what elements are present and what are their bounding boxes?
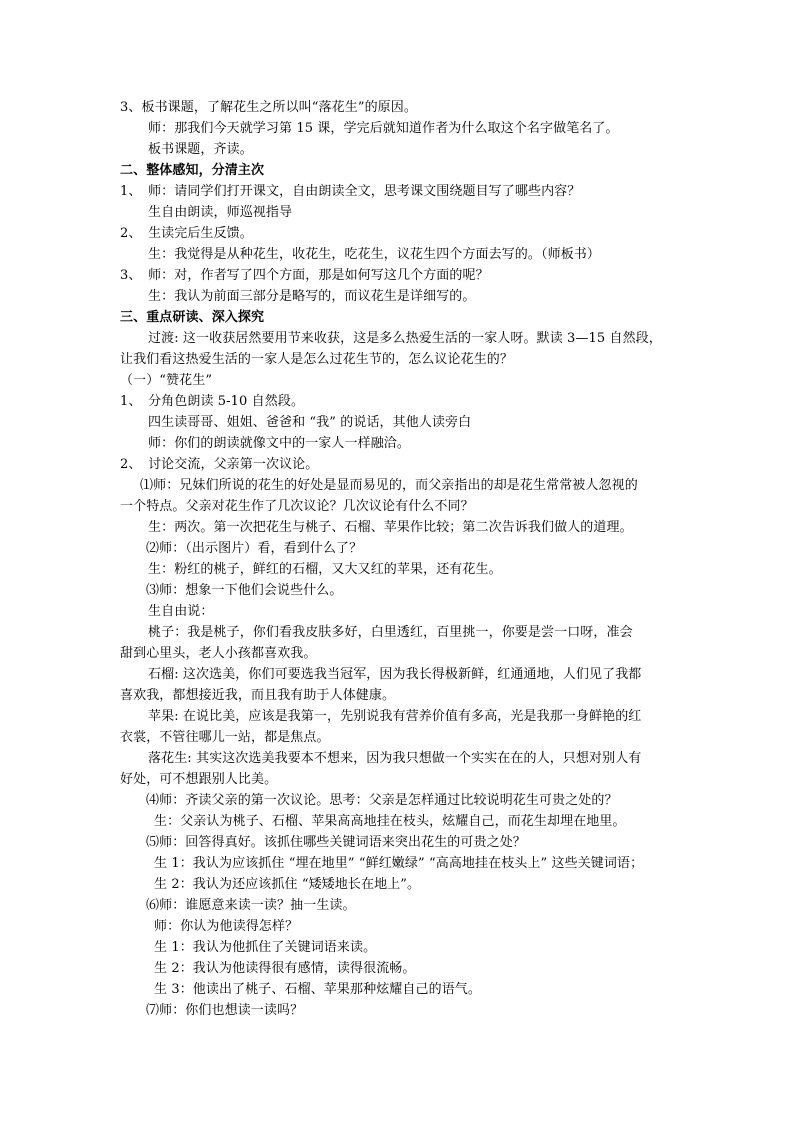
text-line: 四生读哥哥、姐姐、爸爸和 “我” 的说话，其他人读旁白 (148, 415, 472, 430)
text-line: 过渡: 这一收获居然要用节来收获，这是多么热爱生活的一家人呀。默读 3—15 自然段， (148, 331, 662, 346)
text-line: 3、板书课题，了解花生之所以叫“落花生”的原因。 (120, 100, 417, 115)
text-line: 甜到心里头，老人小孩都喜欢我。 (120, 646, 317, 661)
text-line: 生：父亲认为桃子、石榴、苹果高高地挂在枝头，炫耀自己，而花生却埋在地里。 (154, 814, 626, 829)
section-heading: 二、整体感知，分清主次 (120, 163, 265, 178)
subsection-heading: （一）“赞花生” (120, 373, 213, 388)
text-line: 苹果: 在说比美，应该是我第一，先别说我有营养价值有多高，光是我那一身鲜艳的红 (148, 709, 642, 724)
text-line: 衣裳，不管往哪儿一站，都是焦点。 (120, 730, 330, 745)
text-line: 喜欢我，都想接近我，而且我有助于人体健康。 (120, 688, 396, 703)
text-line: 生：两次。第一次把花生与桃子、石榴、苹果作比较；第二次告诉我们做人的道理。 (148, 520, 633, 535)
text-line: 生 3：他读出了桃子、石榴、苹果那种炫耀自己的语气。 (154, 982, 482, 997)
text-line: 1、 分角色朗读 5-10 自然段。 (120, 394, 305, 409)
text-line: 1、 师：请同学们打开课文，自由朗读全文，思考课文围绕题目写了哪些内容？ (120, 184, 581, 199)
text-line: 师：那我们今天就学习第 15 课，学完后就知道作者为什么取这个名字做笔名了。 (148, 121, 619, 136)
text-line: 让我们看这热爱生活的一家人是怎么过花生节的，怎么议论花生的？ (120, 352, 514, 367)
text-line: 生 1：我认为他抓住了关键词语来读。 (154, 940, 377, 955)
text-line: 生自由说： (148, 604, 214, 619)
text-line: ⑷师：齐读父亲的第一次议论。思考：父亲是怎样通过比较说明花生可贵之处的？ (146, 793, 618, 808)
text-line: ⑶师：想象一下他们会说些什么。 (146, 583, 343, 598)
text-line: 石榴: 这次选美，你们可要选我当冠军，因为我长得极新鲜，红通通地，人们见了我都 (148, 667, 642, 682)
text-line: 板书课题，齐读。 (148, 142, 253, 157)
text-line: ⑺师：你们也想读一读吗？ (146, 1003, 304, 1018)
text-line: 生：我觉得是从种花生，收花生，吃花生，议花生四个方面去写的。（师板书） (148, 247, 601, 262)
text-line: 3、 师：对，作者写了四个方面，那是如何写这几个方面的呢？ (120, 268, 489, 283)
text-line: ⑸师：回答得真好。该抓住哪些关键词语来突出花生的可贵之处？ (146, 835, 526, 850)
text-line: ⑴师：兄妹们所说的花生的好处是显而易见的，而父亲指出的却是花生常常被人忽视的 (140, 478, 638, 493)
text-line: 落花生: 其实这次选美我要本不想来，因为我只想做一个实实在在的人，只想对别人有 (148, 751, 642, 766)
text-line: 生 2：我认为还应该抓住 “矮矮地长在地上”。 (154, 877, 421, 892)
text-line: ⑹师：谁愿意来读一读？抽一生读。 (146, 898, 356, 913)
text-line: 生：我认为前面三部分是略写的，而议花生是详细写的。 (148, 289, 476, 304)
text-line: 生 2：我认为他读得很有感情，读得很流畅。 (154, 961, 416, 976)
text-line: 生自由朗读，师巡视指导 (148, 205, 293, 220)
text-line: 生 1：我认为应该抓住 “埋在地里” “鲜红嫩绿” “高高地挂在枝头上” 这些关键词语； (154, 856, 644, 871)
text-line: 一个特点。父亲对花生作了几次议论？几次议论有什么不同？ (120, 499, 474, 514)
text-line: 生：粉红的桃子，鲜红的石榴，又大又红的苹果，还有花生。 (148, 562, 502, 577)
text-line: 桃子：我是桃子，你们看我皮肤多好，白里透红，百里挑一，你要是尝一口呀，准会 (148, 625, 633, 640)
text-line: 好处，可不想跟别人比美。 (120, 772, 278, 787)
section-heading: 三、重点研读、深入探究 (120, 310, 265, 325)
text-line: 师：你们的朗读就像文中的一家人一样融洽。 (148, 436, 411, 451)
text-line: 师：你认为他读得怎样？ (154, 919, 299, 934)
text-line: 2、 讨论交流，父亲第一次议论。 (120, 457, 319, 472)
text-line: 2、 生读完后生反馈。 (120, 226, 253, 241)
text-line: ⑵师：（出示图片）看，看到什么了？ (146, 541, 363, 556)
